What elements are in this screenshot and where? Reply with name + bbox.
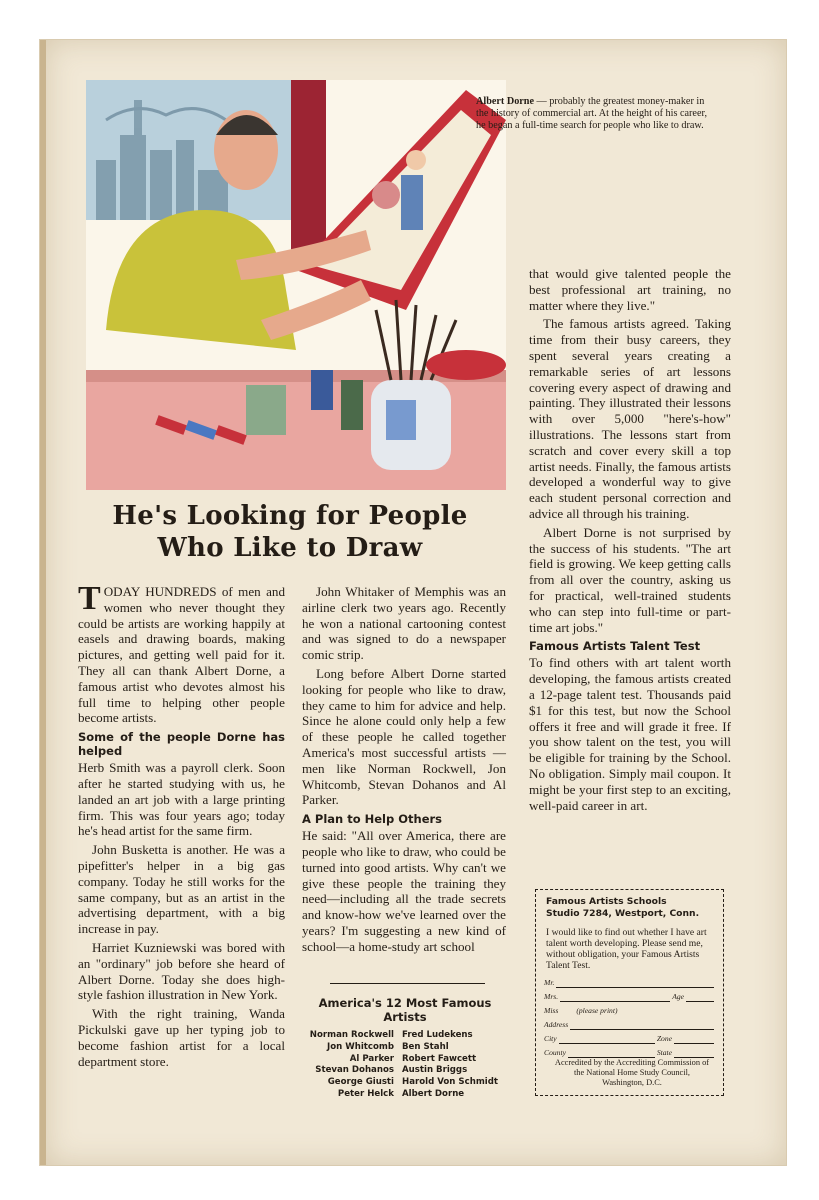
label-mr: Mr.	[544, 978, 555, 987]
famous-artist-name: Peter Helck	[337, 1088, 394, 1099]
headline-line-2: Who Like to Draw	[157, 533, 423, 563]
caption-name: Albert Dorne	[476, 96, 534, 107]
paragraph-continued: that would give talented people the best professional art training, no matter where they live."	[529, 266, 731, 313]
paragraph-herb-smith: Herb Smith was a payroll clerk. Soon after he started studying with us, he landed an art job with a large printing firm. This was four years ago; today he's head artist for the same firm.	[78, 760, 285, 839]
county-field-line[interactable]	[568, 1049, 655, 1058]
famous-artist-name: Albert Dorne	[402, 1088, 465, 1099]
famous-artist-name: Austin Briggs	[402, 1065, 468, 1076]
paragraph-he-said: He said: "All over America, there are people who like to draw, who could be turned into good artists. Why can't we give these people the training they need—including all the trade secrets and know-how we've learned over the years? I'm suggesting a new kind of school—a home-study art school	[302, 828, 506, 954]
famous-artist-name: Robert Fawcett	[402, 1053, 477, 1064]
coupon-request-text: I would like to find out whether I have art talent worth developing. Please send me, without obligation, your Famous Artists Talent Test.	[546, 927, 707, 971]
famous-artist-name: Stevan Dohanos	[315, 1065, 394, 1076]
name-field-line-2[interactable]	[560, 993, 670, 1002]
coupon-studio-address: Studio 7284, Westport, Conn.	[546, 908, 700, 919]
paragraph-artists-agreed: The famous artists agreed. Taking time from their busy careers, they spent several years creating a remarkable series of art lessons covering every aspect of drawing and painting. They illustrated their lessons with over 5,000 "here's-how" illustrations. The lessons start from scratch and cover every skill a top artist needs. Finally, the famous artists developed a wonderful way to give each student personal correction and advice all through his training.	[529, 316, 731, 521]
coupon-school-name: Famous Artists Schools	[546, 896, 667, 907]
divider-rule	[330, 983, 485, 984]
label-mrs: Mrs.	[544, 992, 559, 1001]
paragraph-john-busketta: John Busketta is another. He was a pipefitter's helper in a big gas company. Today he still works for the same company, but as an artist in the advertising department, with a big increase in pay.	[78, 842, 285, 937]
article-column-3	[529, 266, 731, 816]
coupon-row-city[interactable]	[544, 1034, 716, 1044]
label-address: Address	[544, 1020, 569, 1029]
paragraph-not-surprised: Albert Dorne is not surprised by the success of his students. "The art field is growing. We keep getting calls from all over the country, asking us for practical, well-trained students who can step into full-time or part-time art jobs."	[529, 524, 731, 635]
paragraph-harriet-kuzniewski: Harriet Kuzniewski was bored with an "ordinary" job before she heard of Albert Dorne. Today she does high-style fashion illustration in New York.	[78, 939, 285, 1003]
famous-artist-name: Ben Stahl	[402, 1041, 449, 1052]
paragraph-talent-test: To find others with art talent worth developing, the famous artists created a 12-page talent test. Thousands paid $1 for this test, but now the School offers it free and will grade it free. If you show talent on the test, you will be eligible for training by the School. No obligation. Simply mail coupon. It might be your first step to an exciting, well-paid career in art.	[529, 655, 731, 813]
coupon-row-county[interactable]	[544, 1048, 716, 1058]
age-field-line[interactable]	[686, 993, 714, 1002]
subhead-people-helped: Some of the people Dorne has helped	[78, 730, 285, 759]
headline-line-1: He's Looking for People	[112, 501, 468, 531]
coupon-form-fields	[544, 978, 716, 1062]
paragraph-wanda-pickulski: With the right training, Wanda Pickulski gave up her typing job to become fashion artist for a local department store.	[78, 1006, 285, 1069]
famous-artist-name: Al Parker	[349, 1053, 394, 1064]
label-state: State	[656, 1048, 672, 1057]
coupon-row-mr[interactable]	[544, 978, 716, 988]
label-county: County	[544, 1048, 566, 1057]
paragraph-john-whitaker: John Whitaker of Memphis was an airline clerk two years ago. Recently he won a national cartooning contest and was signed to do a newspaper comic strip.	[302, 584, 506, 663]
intro-paragraph	[78, 580, 285, 726]
coupon-accreditation: Accredited by the Accrediting Commission of the National Home Study Council, Washington, D.C.	[554, 1058, 710, 1087]
famous-artist-name: Jon Whitcomb	[327, 1041, 394, 1052]
mail-coupon[interactable]	[535, 889, 724, 1096]
coupon-header	[546, 896, 718, 920]
label-please-print: (please print)	[576, 1006, 618, 1015]
intro-small-caps: ODAY HUNDREDS	[103, 584, 217, 599]
paragraph-long-before: Long before Albert Dorne started looking for people who like to draw, they came to him for advice and help. Since he alone could only help a few of these people he called together America's most successful artists —men like Norman Rockwell, Jon Whitcomb, Stevan Dohanos and Al Parker.	[302, 665, 506, 808]
article-column-2	[302, 584, 506, 958]
famous-artist-name: George Giusti	[327, 1077, 394, 1088]
famous-artists-list	[296, 1030, 514, 1101]
address-field-line[interactable]	[570, 1021, 714, 1030]
intro-text: of men and women who never thought they could be artists are working happily at easels and drawing boards, making pictures, and getting well paid for it. They all can thank Albert Dorne, a famous artist who devotes almost his full time to helping other people become artists.	[78, 584, 285, 726]
state-field-line[interactable]	[674, 1049, 714, 1058]
label-zone: Zone	[656, 1034, 672, 1043]
article-column-1	[78, 580, 285, 1072]
famous-artists-title: America's 12 Most Famous Artists	[318, 996, 492, 1024]
drop-cap: T	[78, 580, 101, 617]
zone-field-line[interactable]	[674, 1035, 714, 1044]
coupon-row-miss[interactable]	[544, 1006, 716, 1016]
headline	[60, 500, 520, 564]
caption-text: — probably the greatest money-maker in the history of commercial art. At the height of his career, he began a full-time search for people who like to draw.	[476, 96, 707, 132]
famous-artist-name: Norman Rockwell	[309, 1030, 394, 1040]
label-city: City	[544, 1034, 557, 1043]
label-age: Age	[672, 992, 684, 1001]
famous-artist-name: Fred Ludekens	[402, 1030, 473, 1040]
albert-dorne-illustration	[86, 80, 506, 490]
label-miss: Miss	[544, 1006, 559, 1015]
famous-artist-name: Harold Von Schmidt	[402, 1077, 498, 1088]
illustration-caption	[476, 96, 716, 133]
subhead-plan: A Plan to Help Others	[302, 812, 443, 827]
city-field-line[interactable]	[559, 1035, 655, 1044]
name-field-line[interactable]	[556, 979, 714, 988]
subhead-talent-test: Famous Artists Talent Test	[529, 639, 701, 654]
coupon-row-mrs[interactable]	[544, 992, 716, 1002]
coupon-row-address[interactable]	[544, 1020, 716, 1030]
